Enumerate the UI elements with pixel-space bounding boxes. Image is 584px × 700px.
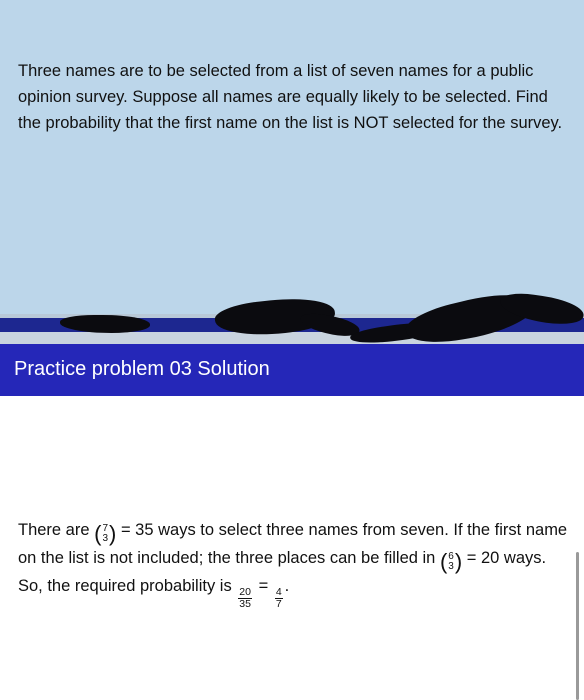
fraction-denominator: 7 <box>275 598 282 611</box>
binomial-top: 6 <box>448 550 454 562</box>
slide-title: Practice problem 03 Solution <box>14 358 270 380</box>
binomial-bottom: 3 <box>448 560 454 572</box>
scrollbar-thumb[interactable] <box>576 552 579 700</box>
binomial-stack <box>447 552 455 572</box>
navigation-subbar <box>0 332 584 344</box>
binomial-6-choose-3 <box>439 548 463 574</box>
equals-sign: = <box>258 576 269 595</box>
fraction-denominator: 35 <box>239 598 251 611</box>
open-paren: ( <box>94 520 102 546</box>
fraction-4-over-7 <box>275 587 283 610</box>
fraction-numerator: 4 <box>275 586 282 599</box>
open-paren: ( <box>439 548 448 574</box>
close-paren: ) <box>109 520 117 546</box>
binomial-bottom: 3 <box>102 532 109 544</box>
solution-text <box>18 517 570 610</box>
binomial-stack <box>101 524 109 544</box>
problem-text: Three names are to be selected from a list of seven names for a public opinion survey. Suppose all names are equally likely to be selected. Find the probability that the first name on the list is NOT selected for the survey. <box>18 62 563 132</box>
solution-part-3: = 20 ways. So, the required probability is <box>18 548 547 595</box>
slide-title-bar <box>0 344 584 396</box>
period: . <box>284 576 290 595</box>
binomial-7-choose-3 <box>94 520 117 546</box>
close-paren: ) <box>454 548 463 574</box>
fraction-numerator: 20 <box>239 586 251 599</box>
fraction-20-over-35 <box>238 587 252 610</box>
binomial-top: 7 <box>102 522 109 534</box>
solution-part-1: There are <box>18 521 90 539</box>
solution-part-2: = 35 ways to select three names from seven. If the first name on the list is not included; the three places can be filled in <box>18 521 568 567</box>
problem-slide <box>0 0 584 318</box>
